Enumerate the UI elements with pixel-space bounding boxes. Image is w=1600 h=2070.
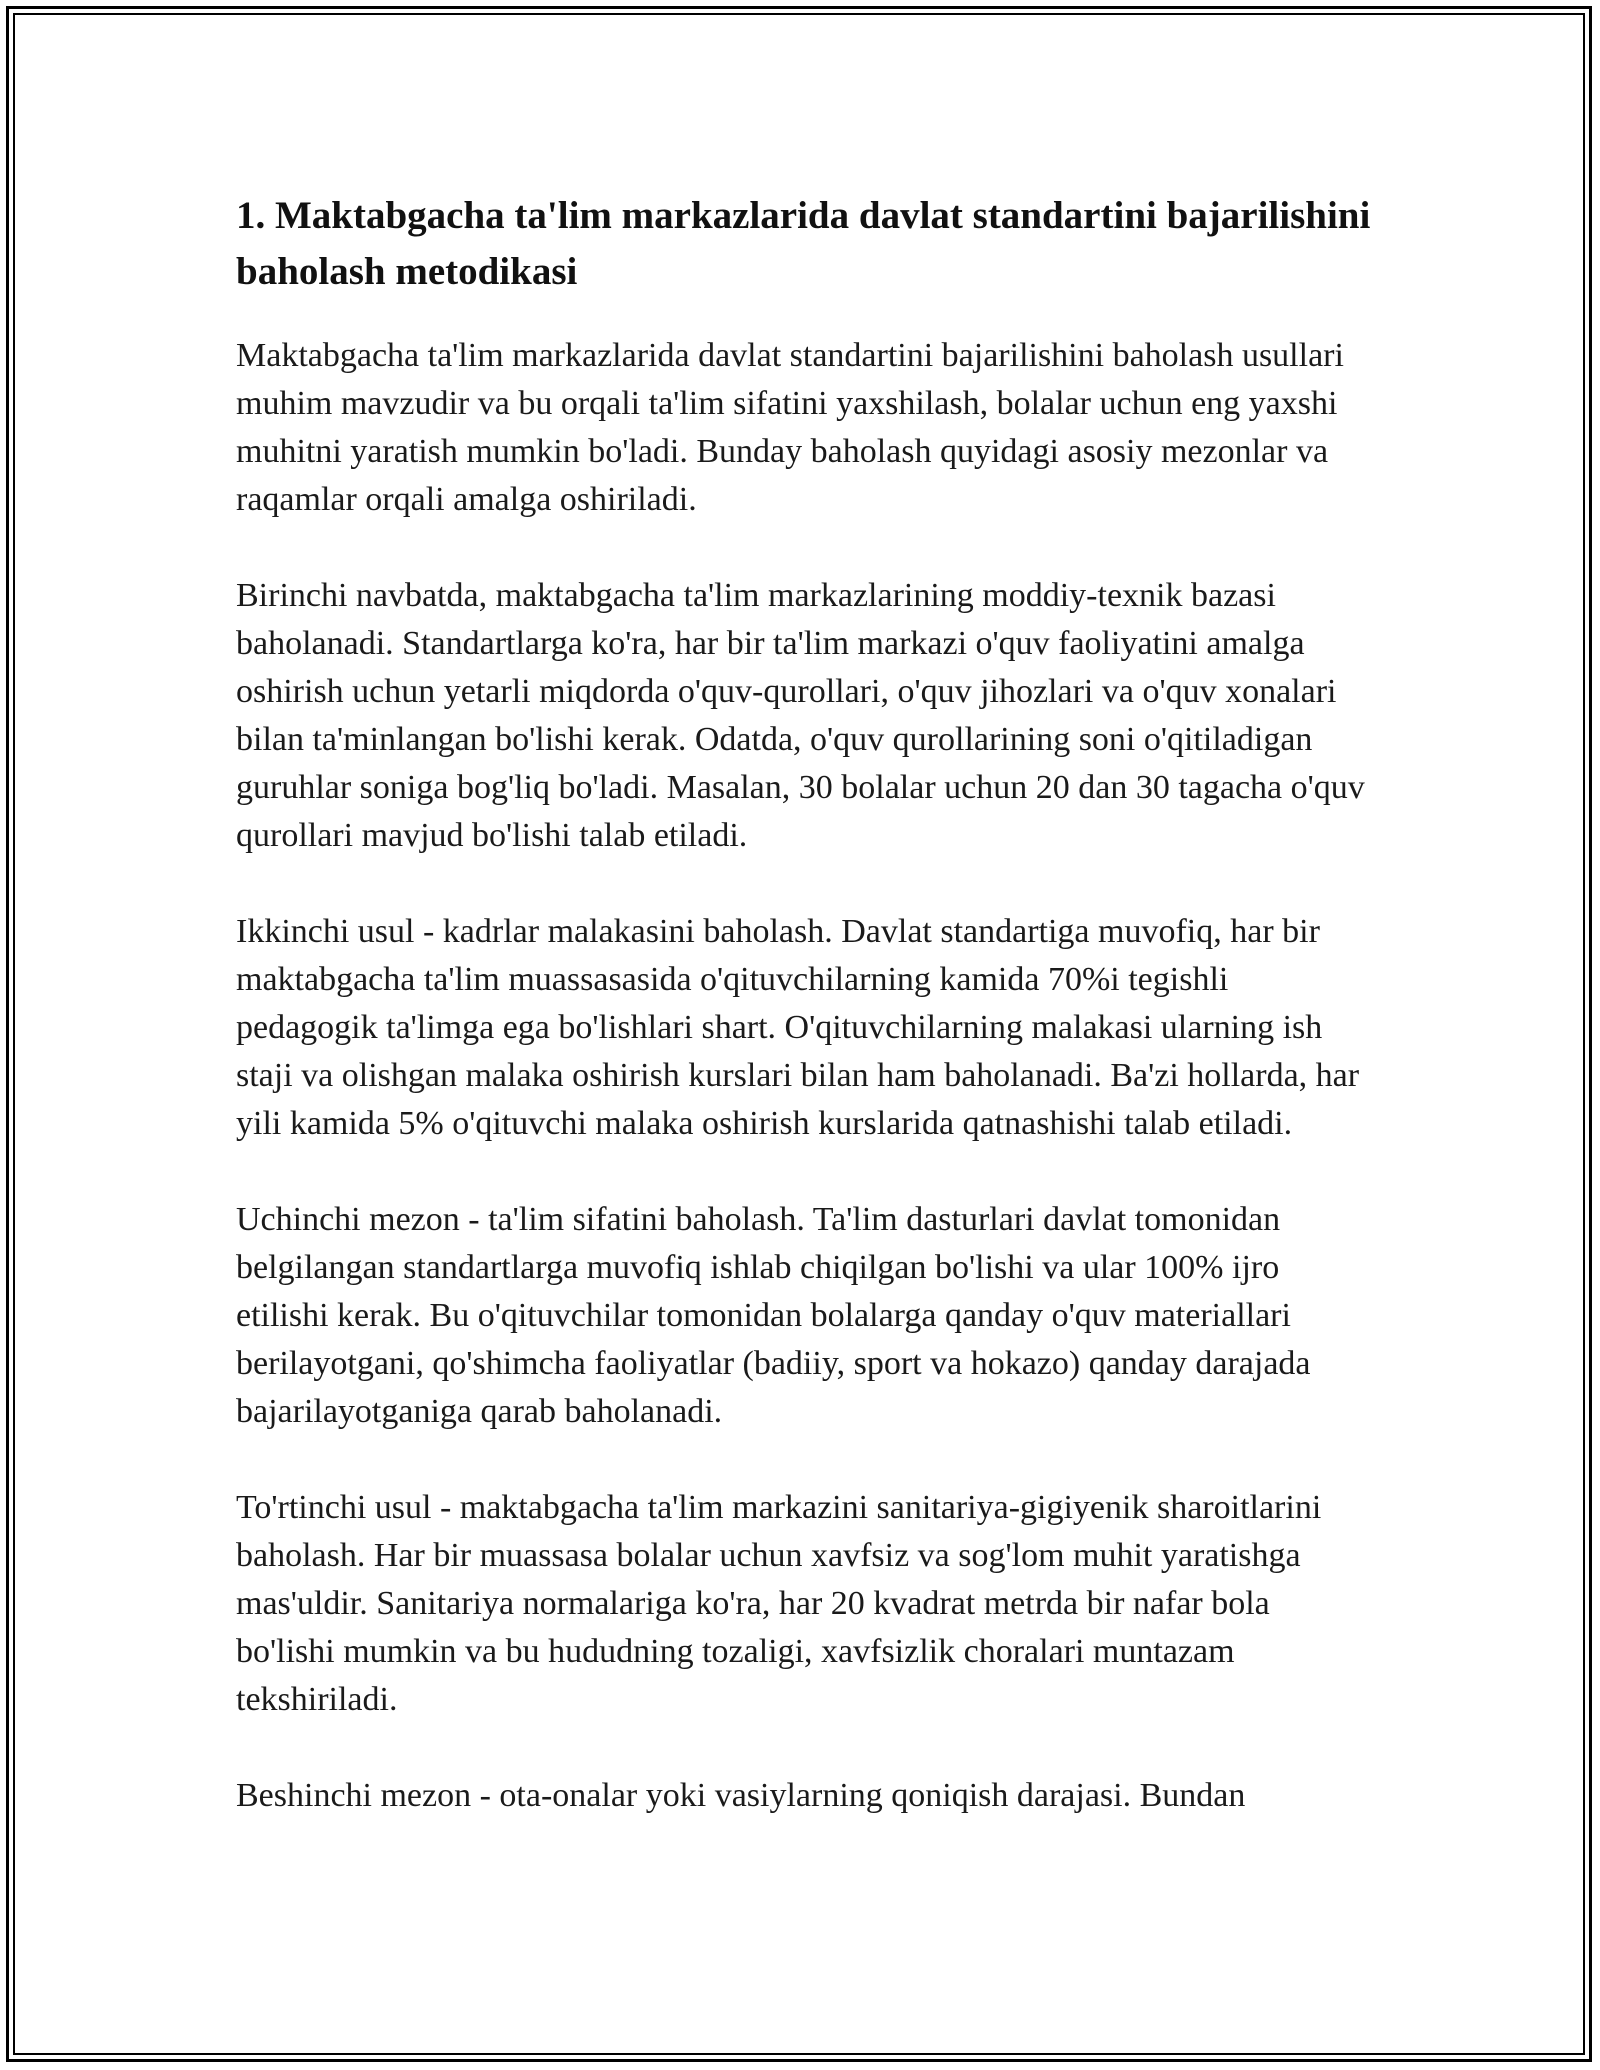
- paragraph-fourth-method: To'rtinchi usul - maktabgacha ta'lim markazini sanitariya-gigiyenik sharoitlarini baholash. Har bir muassasa bolalar uchun xavfsiz va sog'lom muhit yaratishga mas'uldir. Sanitariya normalariga ko'ra, har 20 kvadrat metrda bir nafar bola bo'lishi mumkin va bu hududning tozaligi, xavfsizlik choralari muntazam tekshiriladi.: [236, 1489, 1322, 1718]
- document-body: [236, 188, 1376, 1868]
- section-heading: 1. Maktabgacha ta'lim markazlarida davlat standartini bajarilishini baholash metodikasi: [236, 194, 1371, 293]
- paragraph-fifth-criterion: Beshinchi mezon - ota-onalar yoki vasiylarning qoniqish darajasi. Bundan: [236, 1777, 1246, 1814]
- paragraph-first-criterion: Birinchi navbatda, maktabgacha ta'lim markazlarining moddiy-texnik bazasi baholanadi. Standartlarga ko'ra, har bir ta'lim markazi o'quv faoliyatini amalga oshirish uchun yetarli miqdorda o'quv-qurollari, o'quv jihozlari va o'quv xonalari bilan ta'minlangan bo'lishi kerak. Odatda, o'quv qurollarining soni o'qitiladigan guruhlar soniga bog'liq bo'ladi. Masalan, 30 bolalar uchun 20 dan 30 tagacha o'quv qurollari mavjud bo'lishi talab etiladi.: [236, 577, 1365, 854]
- paragraph-second-method: Ikkinchi usul - kadrlar malakasini baholash. Davlat standartiga muvofiq, har bir maktabgacha ta'lim muassasasida o'qituvchilarning kamida 70%i tegishli pedagogik ta'limga ega bo'lishlari shart. O'qituvchilarning malakasi ularning ish staji va olishgan malaka oshirish kurslari bilan ham baholanadi. Ba'zi hollarda, har yili kamida 5% o'qituvchi malaka oshirish kurslarida qatnashishi talab etiladi.: [236, 913, 1360, 1142]
- paragraph-third-criterion: Uchinchi mezon - ta'lim sifatini baholash. Ta'lim dasturlari davlat tomonidan belgilangan standartlarga muvofiq ishlab chiqilgan bo'lishi va ular 100% ijro etilishi kerak. Bu o'qituvchilar tomonidan bolalarga qanday o'quv materiallari berilayotgani, qo'shimcha faoliyatlar (badiiy, sport va hokazo) qanday darajada bajarilayotganiga qarab baholanadi.: [236, 1201, 1311, 1430]
- paragraph-intro: Maktabgacha ta'lim markazlarida davlat standartini bajarilishini baholash usullari muhim mavzudir va bu orqali ta'lim sifatini yaxshilash, bolalar uchun eng yaxshi muhitni yaratish mumkin bo'ladi. Bunday baholash quyidagi asosiy mezonlar va raqamlar orqali amalga oshiriladi.: [236, 337, 1344, 518]
